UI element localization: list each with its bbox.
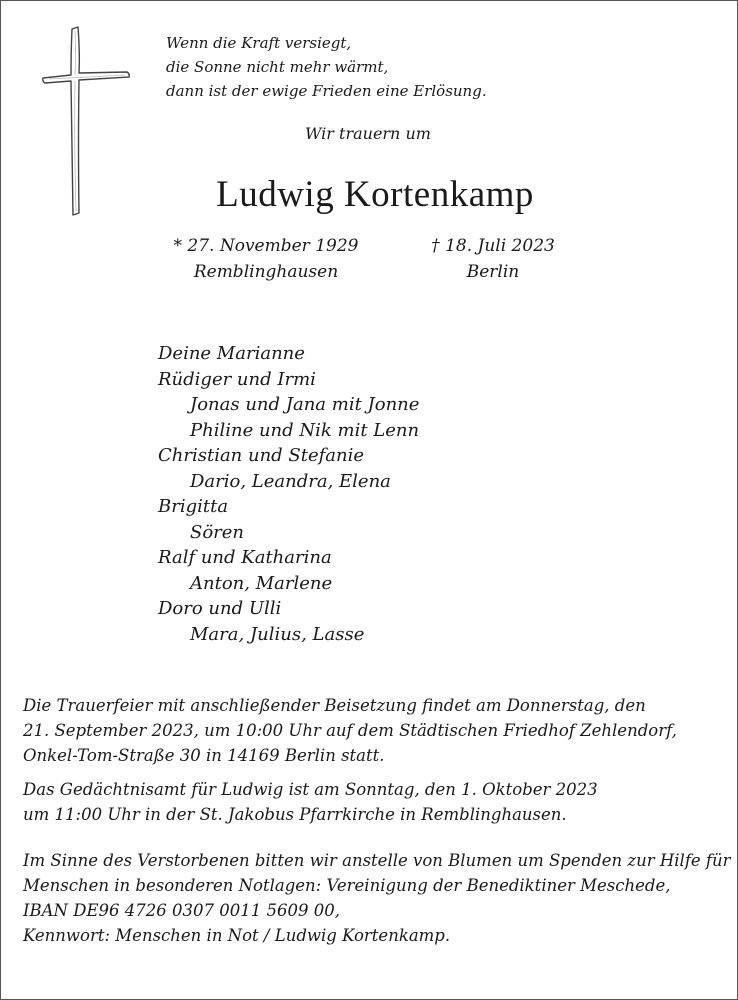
death-info [388,233,598,285]
memorial-info [23,777,598,827]
death-place: Berlin [466,262,520,282]
family-member-child: Anton, Marlene [190,572,333,594]
family-member: Brigitta [158,496,229,517]
family-member: Christian und Stefanie [158,445,365,466]
funeral-line: 21. September 2023, um 10:00 Uhr auf dem Städtischen Friedhof Zehlendorf, [23,721,677,740]
funeral-line: Die Trauerfeier mit anschließender Beisetzung findet am Donnerstag, den [23,696,646,715]
family-member: Ralf und Katharina [158,547,332,568]
family-member: Rüdiger und Irmi [158,368,316,390]
poem-line: Wenn die Kraft versiegt, [166,34,352,52]
birth-place: Remblinghausen [193,262,339,282]
donation-line: Menschen in besonderen Notlagen: Vereinigung der Benediktiner Meschede, [23,876,671,895]
poem-line: dann ist der ewige Frieden eine Erlösung. [166,82,487,100]
funeral-line: Onkel-Tom-Straße 30 in 14169 Berlin statt. [23,746,385,765]
birth-date: * 27. November 1929 [173,236,359,256]
death-date: † 18. Juli 2023 [431,236,555,256]
donation-line: Im Sinne des Verstorbenen bitten wir anstelle von Blumen um Spenden zur Hilfe für [23,851,731,870]
donation-info [23,848,731,948]
memorial-line: um 11:00 Uhr in der St. Jakobus Pfarrkirche in Remblinghausen. [23,805,567,824]
donation-line: Kennwort: Menschen in Not / Ludwig Kortenkamp. [23,926,451,945]
mourning-intro: Wir trauern um [305,124,431,143]
family-member-child: Philine und Nik mit Lenn [190,419,420,441]
funeral-info [23,693,677,768]
poem-line: die Sonne nicht mehr wärmt, [166,58,389,76]
poem [166,31,487,103]
family-member-child: Jonas und Jana mit Jonne [190,394,420,415]
family-member: Doro und Ulli [158,598,282,619]
deceased-name: Ludwig Kortenkamp [216,174,534,215]
family-list [158,341,419,647]
family-member-child: Dario, Leandra, Elena [190,470,391,492]
memorial-line: Das Gedächtnisamt für Ludwig ist am Sonntag, den 1. Oktober 2023 [23,780,598,799]
family-member-child: Mara, Julius, Lasse [190,623,365,645]
birth-info [161,233,371,285]
iban-line: IBAN DE96 4726 0307 0011 5609 00, [23,901,340,920]
family-member-child: Sören [190,521,245,543]
family-member: Deine Marianne [158,343,305,364]
